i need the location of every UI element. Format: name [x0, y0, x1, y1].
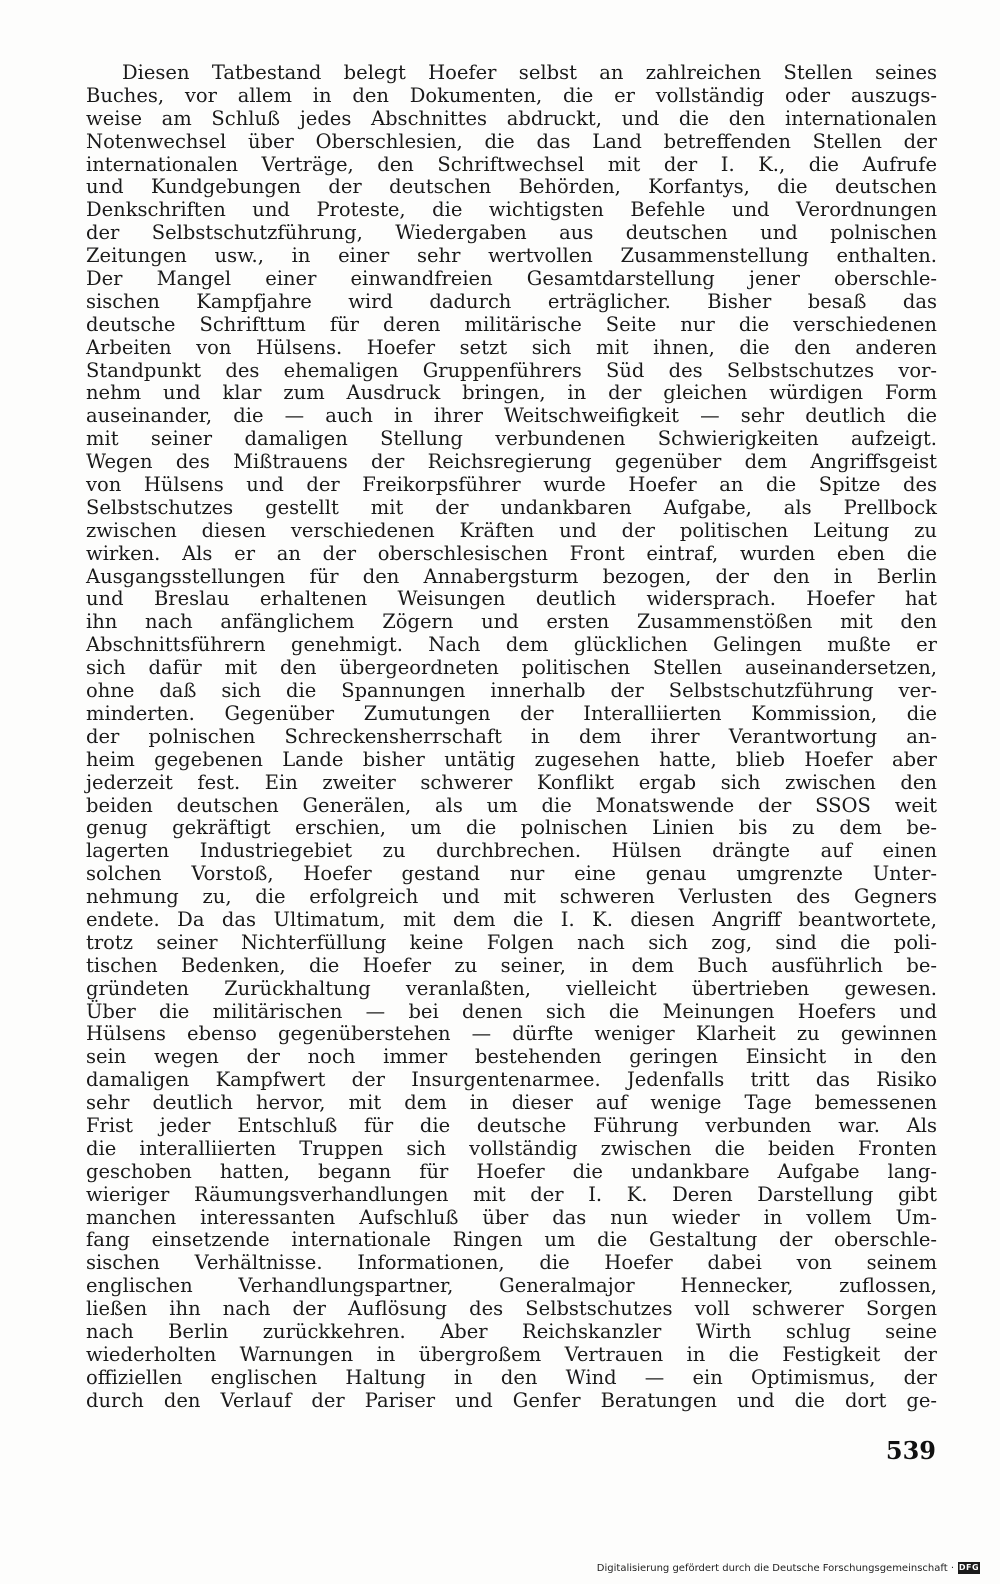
text-line: beiden deutschen Generälen, als um die Monatswende der SSOS weit — [86, 793, 937, 817]
text-line: Zeitungen usw., in einer sehr wertvollen Zusammenstellung enthalten. — [86, 244, 937, 268]
text-line: ohne daß sich die Spannungen innerhalb der Selbstschutzführung ver- — [86, 679, 937, 703]
text-line: Standpunkt des ehemaligen Gruppenführers Süd des Selbstschutzes vor- — [86, 358, 937, 382]
text-line: wieriger Räumungsverhandlungen mit der I. K. Deren Darstellung gibt — [86, 1182, 937, 1206]
text-line: nach Berlin zurückkehren. Aber Reichskanzler Wirth schlug seine — [86, 1319, 937, 1343]
text-line: Abschnittsführern genehmigt. Nach dem glücklichen Gelingen mußte er — [86, 633, 937, 657]
text-line: durch den Verlauf der Pariser und Genfer Beratungen und die dort ge- — [86, 1388, 937, 1412]
text-line: Arbeiten von Hülsens. Hoefer setzt sich mit ihnen, die den anderen — [86, 335, 937, 359]
text-line: minderten. Gegenüber Zumutungen der Interalliierten Kommission, die — [86, 701, 937, 725]
text-line: manchen interessanten Aufschluß über das nun wieder in vollem Um- — [86, 1205, 937, 1229]
text-line: mit seiner damaligen Stellung verbundenen Schwierigkeiten aufzeigt. — [86, 427, 937, 451]
text-line: nehmung zu, die erfolgreich und mit schweren Verlusten des Gegners — [86, 885, 937, 909]
text-line: damaligen Kampfwert der Insurgentenarmee. Jedenfalls tritt das Risiko — [86, 1068, 937, 1092]
text-line: wiederholten Warnungen in übergroßem Vertrauen in die Festigkeit der — [86, 1342, 937, 1366]
text-line: Über die militärischen — bei denen sich die Meinungen Hoefers und — [86, 999, 937, 1023]
text-line: heim gegebenen Lande bisher untätig zugesehen hatte, blieb Hoefer aber — [86, 747, 937, 771]
text-line: gründeten Zurückhaltung veranlaßten, vielleicht übertrieben gewesen. — [86, 976, 937, 1000]
digitization-footer — [597, 1562, 980, 1574]
text-line: der polnischen Schreckensherrschaft in dem ihrer Verantwortung an- — [86, 724, 937, 748]
text-line: wirken. Als er an der oberschlesischen Front eintraf, wurden eben die — [86, 541, 937, 565]
text-line: sischen Verhältnisse. Informationen, die Hoefer dabei von seinem — [86, 1251, 937, 1275]
body-text — [86, 62, 937, 1413]
text-line: trotz seiner Nichterfüllung keine Folgen nach sich zog, sind die poli- — [86, 930, 937, 954]
text-line: auseinander, die — auch in ihrer Weitschweifigkeit — sehr deutlich die — [86, 404, 937, 428]
dfg-logo: DFG — [958, 1563, 980, 1572]
text-line: Der Mangel einer einwandfreien Gesamtdarstellung jener oberschle- — [86, 267, 937, 291]
text-line: geschoben hatten, begann für Hoefer die undankbare Aufgabe lang- — [86, 1159, 937, 1183]
text-line: die interalliierten Truppen sich vollständig zwischen die beiden Fronten — [86, 1136, 937, 1160]
text-line: Diesen Tatbestand belegt Hoefer selbst an zahlreichen Stellen seines — [122, 61, 937, 84]
text-line: Hülsens ebenso gegenüberstehen — dürfte weniger Klarheit zu gewinnen — [86, 1022, 937, 1046]
text-line: sein wegen der noch immer bestehenden geringen Einsicht in den — [86, 1045, 937, 1069]
text-line: ließen ihn nach der Auflösung des Selbstschutzes voll schwerer Sorgen — [86, 1297, 937, 1321]
text-line: endete. Da das Ultimatum, mit dem die I. K. diesen Angriff beantwortete, — [86, 907, 937, 931]
text-line: deutsche Schrifttum für deren militärische Seite nur die verschiedenen — [86, 312, 937, 336]
text-line: lagerten Industriegebiet zu durchbrechen. Hülsen drängte auf einen — [86, 839, 937, 863]
text-line: fang einsetzende internationale Ringen um die Gestaltung der oberschle- — [86, 1228, 937, 1252]
text-line: englischen Verhandlungspartner, Generalmajor Hennecker, zuflossen, — [86, 1274, 937, 1298]
page-number: 539 — [885, 1436, 936, 1465]
text-line: offiziellen englischen Haltung in den Wind — ein Optimismus, der — [86, 1365, 937, 1389]
text-line: Selbstschutzes gestellt mit der undankbaren Aufgabe, als Prellbock — [86, 495, 937, 519]
text-line: weise am Schluß jedes Abschnittes abdruckt, und die den internationalen — [86, 106, 937, 130]
footer-credit-text: Digitalisierung gefördert durch die Deutsche Forschungsgemeinschaft · — [596, 1562, 954, 1574]
text-line: und Breslau erhaltenen Weisungen deutlich widersprach. Hoefer hat — [86, 587, 937, 611]
text-line: zwischen diesen verschiedenen Kräften und der politischen Leitung zu — [86, 518, 937, 542]
text-line: Frist jeder Entschluß für die deutsche Führung verbunden war. Als — [86, 1113, 937, 1137]
text-line: Ausgangsstellungen für den Annabergsturm bezogen, der den in Berlin — [86, 564, 937, 588]
text-line: internationalen Verträge, den Schriftwechsel mit der I. K., die Aufrufe — [86, 152, 937, 176]
text-line: Wegen des Mißtrauens der Reichsregierung gegenüber dem Angriffsgeist — [86, 450, 937, 474]
text-line: sehr deutlich hervor, mit dem in dieser auf wenige Tage bemessenen — [86, 1091, 937, 1115]
text-line: Buches, vor allem in den Dokumenten, die er vollständig oder auszugs- — [86, 83, 937, 107]
text-line: Notenwechsel über Oberschlesien, die das Land betreffenden Stellen der — [86, 129, 937, 153]
text-line: genug gekräftigt erschien, um die polnischen Linien bis zu dem be- — [86, 816, 937, 840]
text-line: ihn nach anfänglichem Zögern und ersten Zusammenstößen mit den — [86, 610, 937, 634]
text-line: sischen Kampfjahre wird dadurch erträglicher. Bisher besaß das — [86, 289, 937, 313]
text-line: solchen Vorstoß, Hoefer gestand nur eine genau umgrenzte Unter- — [86, 862, 937, 886]
text-line: nehm und klar zum Ausdruck bringen, in der gleichen würdigen Form — [86, 381, 937, 405]
text-line: Denkschriften und Proteste, die wichtigsten Befehle und Verordnungen — [86, 198, 937, 222]
text-line: tischen Bedenken, die Hoefer zu seiner, in dem Buch ausführlich be- — [86, 953, 937, 977]
text-line: jederzeit fest. Ein zweiter schwerer Konflikt ergab sich zwischen den — [86, 770, 937, 794]
text-line: sich dafür mit den übergeordneten politischen Stellen auseinandersetzen, — [86, 656, 937, 680]
text-line: und Kundgebungen der deutschen Behörden, Korfantys, die deutschen — [86, 175, 937, 199]
text-line: der Selbstschutzführung, Wiedergaben aus deutschen und polnischen — [86, 221, 937, 245]
text-line: von Hülsens und der Freikorpsführer wurde Hoefer an die Spitze des — [86, 473, 937, 497]
